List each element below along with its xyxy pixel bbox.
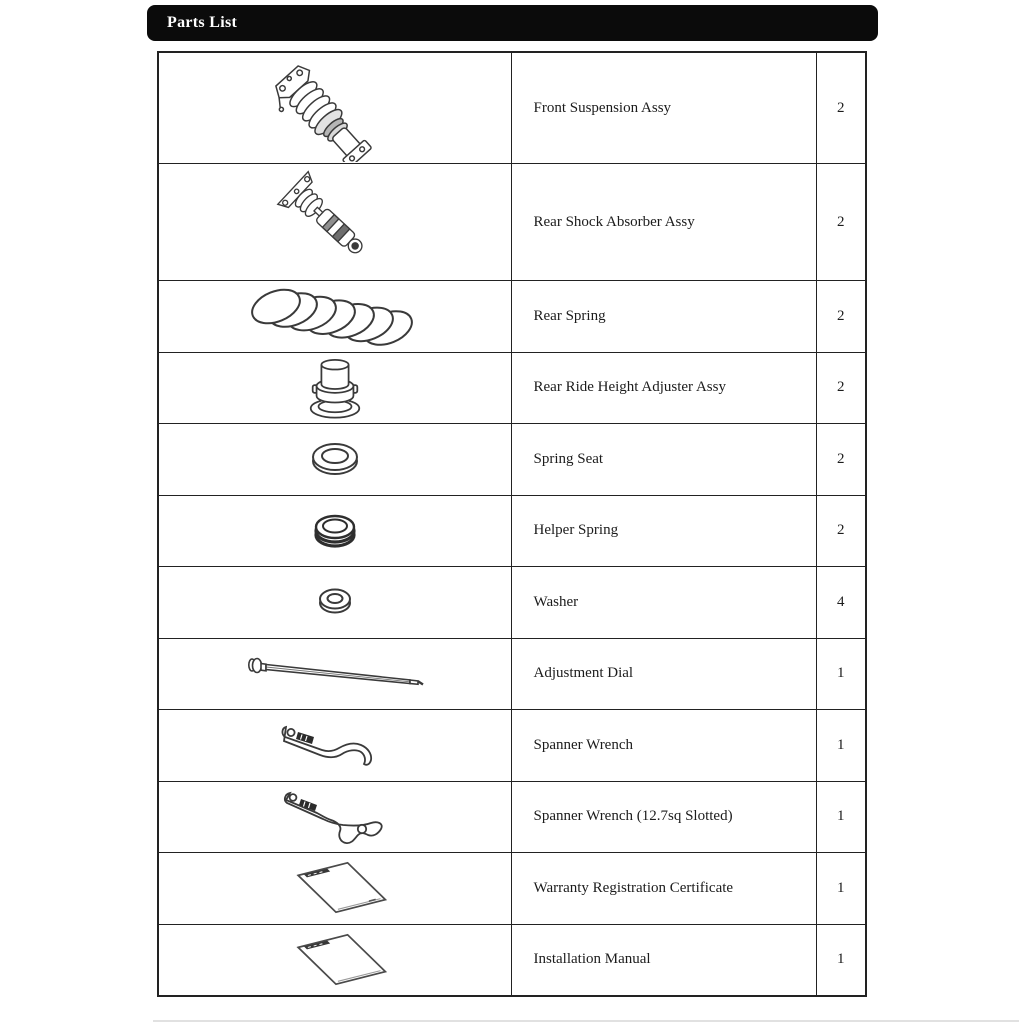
part-qty: 1: [816, 781, 866, 853]
part-image-cell: [158, 638, 511, 710]
page-title: Parts List: [167, 14, 238, 31]
rear-spring-illustration: [242, 282, 427, 350]
part-qty: 1: [816, 853, 866, 925]
page-bottom-scan-shadow: [153, 1020, 1019, 1022]
part-name: Rear Spring: [511, 281, 816, 353]
part-image-cell: [158, 924, 511, 996]
table-row: [158, 495, 866, 567]
spanner-wrench-slotted-illustration: [277, 786, 393, 848]
part-image-cell: [158, 52, 511, 164]
part-name: Washer: [511, 567, 816, 639]
part-qty: 2: [816, 164, 866, 281]
part-image-cell: [158, 281, 511, 353]
part-image-cell: [158, 352, 511, 424]
parts-table: [157, 51, 867, 997]
part-qty: 1: [816, 710, 866, 782]
rear-shock-absorber-assy-illustration: [235, 166, 435, 278]
part-name: Spring Seat: [511, 424, 816, 496]
part-image-cell: [158, 495, 511, 567]
warranty-registration-certificate-illustration: [270, 857, 400, 919]
part-image-cell: [158, 781, 511, 853]
rear-ride-height-adjuster-assy-illustration: [303, 355, 367, 421]
table-row: [158, 281, 866, 353]
part-name: Warranty Registration Certificate: [511, 853, 816, 925]
table-row: [158, 853, 866, 925]
part-image-cell: [158, 567, 511, 639]
part-image-cell: [158, 164, 511, 281]
part-name: Helper Spring: [511, 495, 816, 567]
part-qty: 2: [816, 424, 866, 496]
part-name: Spanner Wrench: [511, 710, 816, 782]
installation-manual-illustration: [270, 929, 400, 991]
table-row: [158, 352, 866, 424]
part-qty: 4: [816, 567, 866, 639]
part-qty: 2: [816, 52, 866, 164]
spring-seat-illustration: [307, 439, 363, 479]
part-qty: 2: [816, 281, 866, 353]
spanner-wrench-illustration: [276, 718, 394, 772]
table-row: [158, 424, 866, 496]
part-name: Installation Manual: [511, 924, 816, 996]
part-name: Spanner Wrench (12.7sq Slotted): [511, 781, 816, 853]
front-suspension-assy-illustration: [235, 54, 435, 162]
adjustment-dial-illustration: [242, 653, 427, 695]
part-image-cell: [158, 424, 511, 496]
table-row: [158, 164, 866, 281]
table-row: [158, 52, 866, 164]
table-row: [158, 638, 866, 710]
part-image-cell: [158, 710, 511, 782]
part-name: Rear Shock Absorber Assy: [511, 164, 816, 281]
parts-list-header: [147, 5, 878, 41]
part-name: Adjustment Dial: [511, 638, 816, 710]
part-qty: 2: [816, 495, 866, 567]
part-name: Rear Ride Height Adjuster Assy: [511, 352, 816, 424]
helper-spring-illustration: [309, 509, 361, 553]
table-row: [158, 781, 866, 853]
part-name: Front Suspension Assy: [511, 52, 816, 164]
table-row: [158, 567, 866, 639]
washer-illustration: [313, 585, 357, 619]
table-row: [158, 924, 866, 996]
table-row: [158, 710, 866, 782]
part-qty: 1: [816, 924, 866, 996]
part-qty: 2: [816, 352, 866, 424]
part-image-cell: [158, 853, 511, 925]
part-qty: 1: [816, 638, 866, 710]
